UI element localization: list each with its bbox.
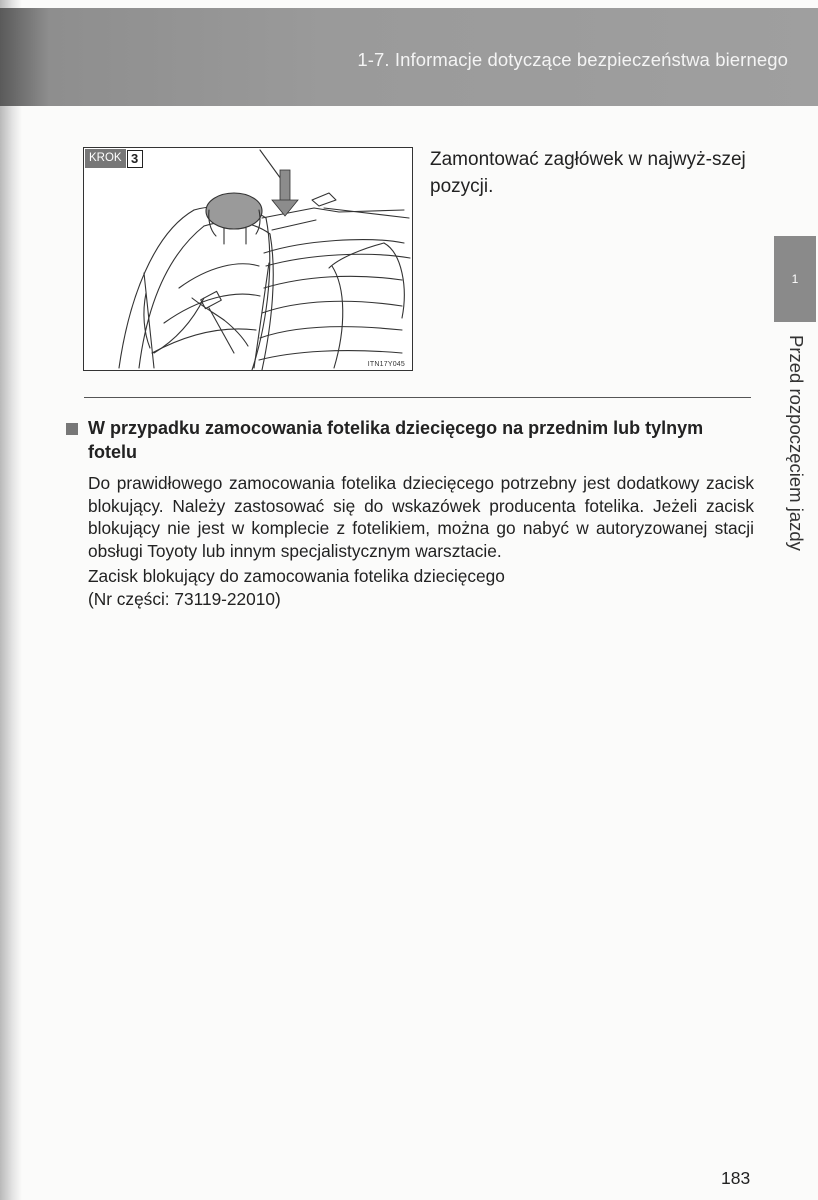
- chapter-title-container: [776, 335, 810, 575]
- section-title: 1-7. Informacje dotyczące bezpieczeństwa biernego: [357, 49, 788, 70]
- step-label: KROK: [85, 149, 126, 168]
- step-badge: [85, 149, 143, 168]
- part-number: (Nr części: 73119-22010): [88, 588, 281, 609]
- step-number: 3: [127, 150, 143, 168]
- body-paragraph: Do prawidłowego zamocowania fotelika dziecięcego potrzebny jest dodatkowy zacisk blokujący. Należy zastosować się do wskazówek producenta fotelika. Jeżeli zacisk blokujący nie jest w komplecie z fotelikiem, można go nabyć w autoryzowanej stacji obsługi Toyoty lub innym specjalistycznym warsztacie.: [88, 473, 754, 561]
- section-divider: [84, 397, 751, 398]
- section-heading: W przypadku zamocowania fotelika dziecięcego na przednim lub tylnym fotelu: [88, 418, 704, 462]
- page-number: 183: [721, 1168, 751, 1188]
- part-number-paragraph: [88, 565, 754, 610]
- chapter-number: 1: [791, 272, 799, 286]
- part-description: Zacisk blokujący do zamocowania fotelika dziecięcego: [88, 566, 505, 586]
- down-arrow-icon: [272, 170, 298, 216]
- step-instruction: Zamontować zagłówek w najwyż-szej pozycji.: [430, 149, 746, 197]
- square-bullet-icon: [66, 423, 78, 435]
- figure-code: ITN17Y045: [367, 361, 405, 368]
- child-seat-illustration: [84, 148, 412, 370]
- page-binding-shadow: [0, 0, 22, 1200]
- page-header: [0, 8, 818, 106]
- chapter-title: Przed rozpoczęciem jazdy: [786, 335, 807, 551]
- illustration-figure: [83, 147, 413, 371]
- chapter-tab: [774, 236, 816, 322]
